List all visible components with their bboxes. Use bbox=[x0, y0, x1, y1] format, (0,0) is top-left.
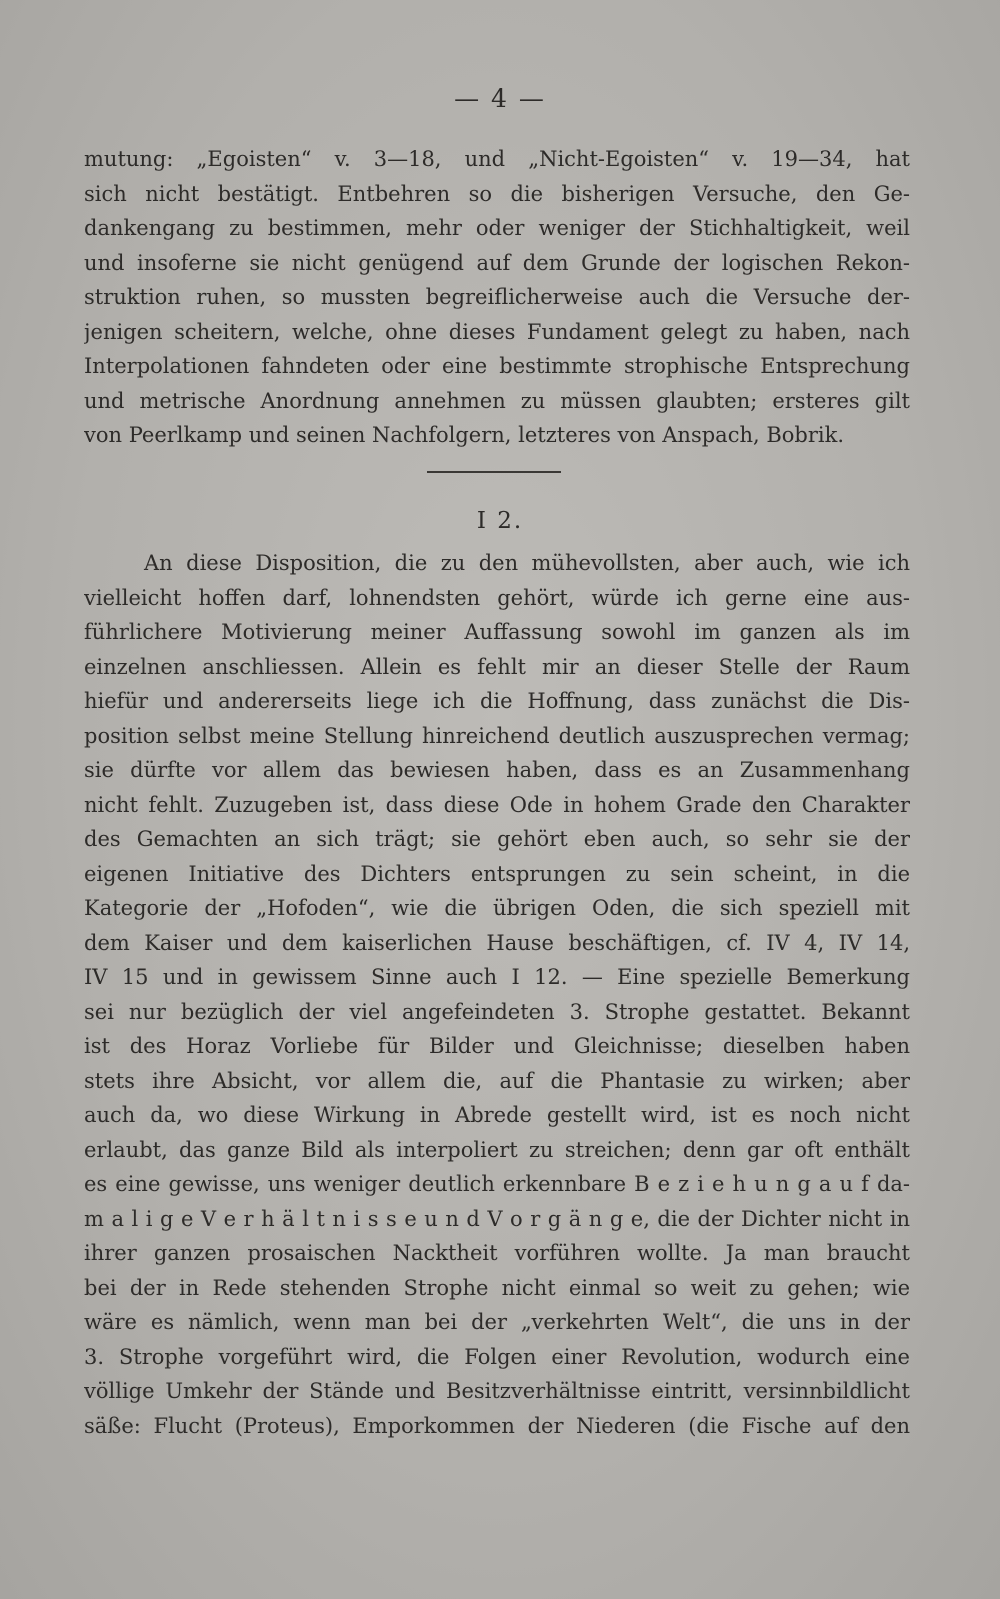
text-line: und insoferne sie nicht genügend auf dem Grunde der logischen Rekon- bbox=[84, 250, 910, 275]
text-line: Interpolationen fahndeten oder eine bestimmte strophische Entsprechung bbox=[84, 354, 910, 378]
text-line: dem Kaiser und dem kaiserlichen Hause beschäftigen, cf. IV 4, IV 14, bbox=[84, 930, 910, 955]
text-line: säße: Flucht (Proteus), Emporkommen der Niederen (die Fische auf den bbox=[84, 1413, 910, 1438]
text-line: erlaubt, das ganze Bild als interpoliert zu streichen; denn gar oft enthält bbox=[84, 1137, 910, 1162]
text-line: dankengang zu bestimmen, mehr oder weniger der Stichhaltigkeit, weil bbox=[84, 216, 910, 240]
section-divider bbox=[427, 471, 561, 473]
text-line: von Peerlkamp und seinen Nachfolgern, letzteres von Anspach, Bobrik. bbox=[84, 423, 844, 447]
text-line: ist des Horaz Vorliebe für Bilder und Gleichnisse; dieselben haben bbox=[84, 1034, 910, 1058]
text-line: vielleicht hoffen darf, lohnendsten gehört, würde ich gerne eine aus- bbox=[84, 585, 910, 610]
text-line: Kategorie der „Hofoden“, wie die übrigen Oden, die sich speziell mit bbox=[84, 896, 910, 920]
text-line: 3. Strophe vorgeführt wird, die Folgen einer Revolution, wodurch eine bbox=[84, 1344, 910, 1369]
text-line: des Gemachten an sich trägt; sie gehört eben auch, so sehr sie der bbox=[84, 827, 910, 851]
text-line: IV 15 und in gewissem Sinne auch I 12. — Eine spezielle Bemerkung bbox=[84, 965, 910, 989]
text-line: einzelnen anschliessen. Allein es fehlt mir an dieser Stelle der Raum bbox=[84, 654, 910, 679]
text-line: und metrische Anordnung annehmen zu müssen glaubten; ersteres gilt bbox=[84, 388, 910, 413]
paragraph-1 bbox=[84, 142, 910, 453]
text-line: sei nur bezüglich der viel angefeindeten 3. Strophe gestattet. Bekannt bbox=[84, 999, 910, 1024]
text-line: jenigen scheitern, welche, ohne dieses Fundament gelegt zu haben, nach bbox=[84, 319, 910, 344]
text-line: mutung: „Egoisten“ v. 3—18, und „Nicht-Egoisten“ v. 19—34, hat bbox=[84, 147, 910, 171]
text-line: führlichere Motivierung meiner Auffassung sowohl im ganzen als im bbox=[84, 620, 910, 644]
text-line: ihrer ganzen prosaischen Nacktheit vorführen wollte. Ja man braucht bbox=[84, 1241, 910, 1265]
text-line: sich nicht bestätigt. Entbehren so die bisherigen Versuche, den Ge- bbox=[84, 181, 910, 206]
page-number: — 4 — bbox=[454, 84, 546, 113]
text-line: auch da, wo diese Wirkung in Abrede gestellt wird, ist es noch nicht bbox=[84, 1103, 910, 1127]
text-line: wäre es nämlich, wenn man bei der „verkehrten Welt“, die uns in der bbox=[84, 1310, 910, 1334]
text-line: struktion ruhen, so mussten begreiflicherweise auch die Versuche der- bbox=[84, 285, 910, 309]
paragraph-2 bbox=[84, 546, 910, 1443]
text-line: hiefür und andererseits liege ich die Hoffnung, dass zunächst die Dis- bbox=[84, 689, 910, 713]
section-heading: I 2. bbox=[476, 508, 524, 534]
text-line: nicht fehlt. Zuzugeben ist, dass diese Ode in hohem Grade den Charakter bbox=[84, 792, 910, 817]
text-line: völlige Umkehr der Stände und Besitzverhältnisse eintritt, versinnbildlicht bbox=[84, 1379, 910, 1403]
text-line: eigenen Initiative des Dichters entsprungen zu sein scheint, in die bbox=[84, 861, 910, 886]
text-line: es eine gewisse, uns weniger deutlich erkennbare B e z i e h u n g a u f da- bbox=[84, 1172, 910, 1196]
text-line: position selbst meine Stellung hinreichend deutlich auszusprechen vermag; bbox=[84, 723, 910, 748]
text-line: stets ihre Absicht, vor allem die, auf die Phantasie zu wirken; aber bbox=[84, 1068, 910, 1093]
text-line: sie dürfte vor allem das bewiesen haben, dass es an Zusammenhang bbox=[84, 758, 910, 782]
text-line: An diese Disposition, die zu den mühevollsten, aber auch, wie ich bbox=[144, 551, 910, 575]
text-line: m a l i g e V e r h ä l t n i s s e u n d V o r g ä n g e, die der Dichter nicht in bbox=[84, 1206, 910, 1231]
text-line: bei der in Rede stehenden Strophe nicht einmal so weit zu gehen; wie bbox=[84, 1275, 910, 1300]
